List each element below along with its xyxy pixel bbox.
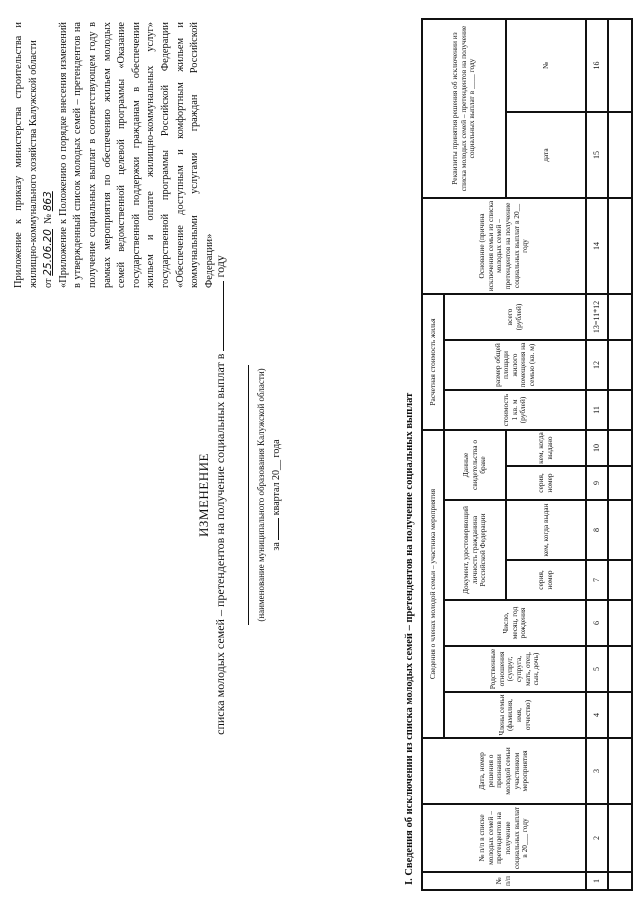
- table-cell: [608, 500, 632, 560]
- header-kinship: Родственные отношения (супруг, супруга, мать, отец, сын, дочь): [444, 646, 586, 692]
- order-date: 25.06.20: [42, 229, 55, 276]
- table-cell: [608, 872, 632, 890]
- table-cell: [608, 738, 632, 804]
- period-line: [268, 125, 285, 865]
- header-members: Члены семьи (фамилия, имя, отчество): [444, 692, 586, 738]
- header-total: всего (рублей): [444, 294, 586, 340]
- header-marriage-issued: кем, когда выдано: [506, 430, 586, 466]
- subtitle-end: году: [213, 255, 227, 278]
- title-heading: ИЗМЕНЕНИЕ: [196, 453, 211, 537]
- col-number: 4: [586, 692, 608, 738]
- col-number: 16: [586, 19, 608, 112]
- col-number: 1: [586, 872, 608, 890]
- order-number: 863: [42, 191, 55, 212]
- header-cost-sqm: стоимость 1 кв. м (рублей): [444, 390, 586, 430]
- header-identity-document: Документ, удостоверяющий личность гражданина Российской Федерации: [444, 500, 506, 600]
- municipality-line: [236, 125, 254, 865]
- header-basis: Основание (причина исключения семьи из списка молодых семей – претендентов на получение социальных выплат в 20__ году: [422, 198, 586, 294]
- header-doc-issued: кем, когда выдан: [506, 500, 586, 560]
- header-decision-date-col: дата: [506, 112, 586, 198]
- appendix-quote: «Приложение к Положению о порядке внесения изменений в утвержденный список молодых семей – претендентов на получение социальных выплат в соответствующем году в рамках мероприятия по обеспечению жильем молодых семей ведомственной целевой программы «Оказание государственной поддержки гражданам в обеспечении жильем и оплате жилищно-коммунальных услуг» государственной программы Российской Федерации «Обеспечение доступным и комфортным жильем и коммунальными услугами граждан Российской Федерации»: [57, 22, 215, 288]
- col-number: 5: [586, 646, 608, 692]
- header-marriage-certificate: Данные свидетельства о браке: [444, 430, 506, 500]
- header-list-no: № п/п в списке молодых семей – претендентов на получение социальных выплат в 20___ году: [422, 804, 586, 872]
- header-decision-details: Реквизиты принятия решения об исключении из списка молодых семей – претендентов на получение социальных выплат в ____ году: [422, 19, 506, 198]
- col-number: 10: [586, 430, 608, 466]
- col-number: 8: [586, 500, 608, 560]
- header-area: размер общей площади жилого помещения на семью (кв. м): [444, 340, 586, 390]
- table-cell: [608, 390, 632, 430]
- col-number: 12: [586, 340, 608, 390]
- header-cost-group: Расчетная стоимость жилья: [422, 294, 444, 430]
- appendix-order: Приложение к приказу министерства строительства и жилищно-коммунального хозяйства Калужской области: [13, 22, 39, 288]
- col-number: 2: [586, 804, 608, 872]
- header-decision-date: Дата, номер решения о признании молодой семьи участником мероприятия: [422, 738, 586, 804]
- appendix-block: [12, 22, 217, 288]
- table-cell: [608, 294, 632, 340]
- col-number: 13=11*12: [586, 294, 608, 340]
- table-cell: [608, 804, 632, 872]
- col-number: 6: [586, 600, 608, 646]
- col-number: 15: [586, 112, 608, 198]
- col-number: 9: [586, 466, 608, 500]
- table-cell: [608, 112, 632, 198]
- col-number: 7: [586, 560, 608, 600]
- header-doc-series: серия, номер: [506, 560, 586, 600]
- table-cell: [608, 692, 632, 738]
- header-decision-number-col: №: [506, 19, 586, 112]
- document-title: [196, 125, 285, 865]
- period-prefix: за: [271, 542, 282, 551]
- title-subtitle: [212, 125, 228, 865]
- table-cell: [608, 600, 632, 646]
- header-birth-date: Число, месяц, год рождения: [444, 600, 586, 646]
- municipality-blank: [238, 365, 249, 625]
- exclusion-table: [421, 18, 633, 891]
- date-prefix: от: [43, 278, 55, 288]
- period-suffix: квартал 20__ года: [271, 439, 282, 516]
- col-number: 3: [586, 738, 608, 804]
- section-heading: I. Сведения об исключении из списка молодых семей – претендентов на получение социальных выплат: [404, 392, 415, 885]
- table-cell: [608, 466, 632, 500]
- col-number: 11: [586, 390, 608, 430]
- header-family-info: Сведения о членах молодой семьи – участника мероприятия: [422, 430, 444, 738]
- appendix-date-line: [41, 22, 57, 288]
- col-number: 14: [586, 198, 608, 294]
- table-cell: [608, 198, 632, 294]
- header-marriage-series: серия, номер: [506, 466, 586, 500]
- quarter-blank: [268, 518, 279, 540]
- table-cell: [608, 19, 632, 112]
- subtitle-text: списка молодых семей – претендентов на получение социальных выплат в: [213, 353, 227, 735]
- year-blank: [213, 281, 224, 351]
- table-cell: [608, 340, 632, 390]
- number-prefix: №: [43, 213, 55, 224]
- municipality-caption: (наименование муниципального образования Калужской области): [256, 368, 266, 622]
- table-cell: [608, 430, 632, 466]
- table-cell: [608, 646, 632, 692]
- table-cell: [608, 560, 632, 600]
- header-no: № п/п: [422, 872, 586, 890]
